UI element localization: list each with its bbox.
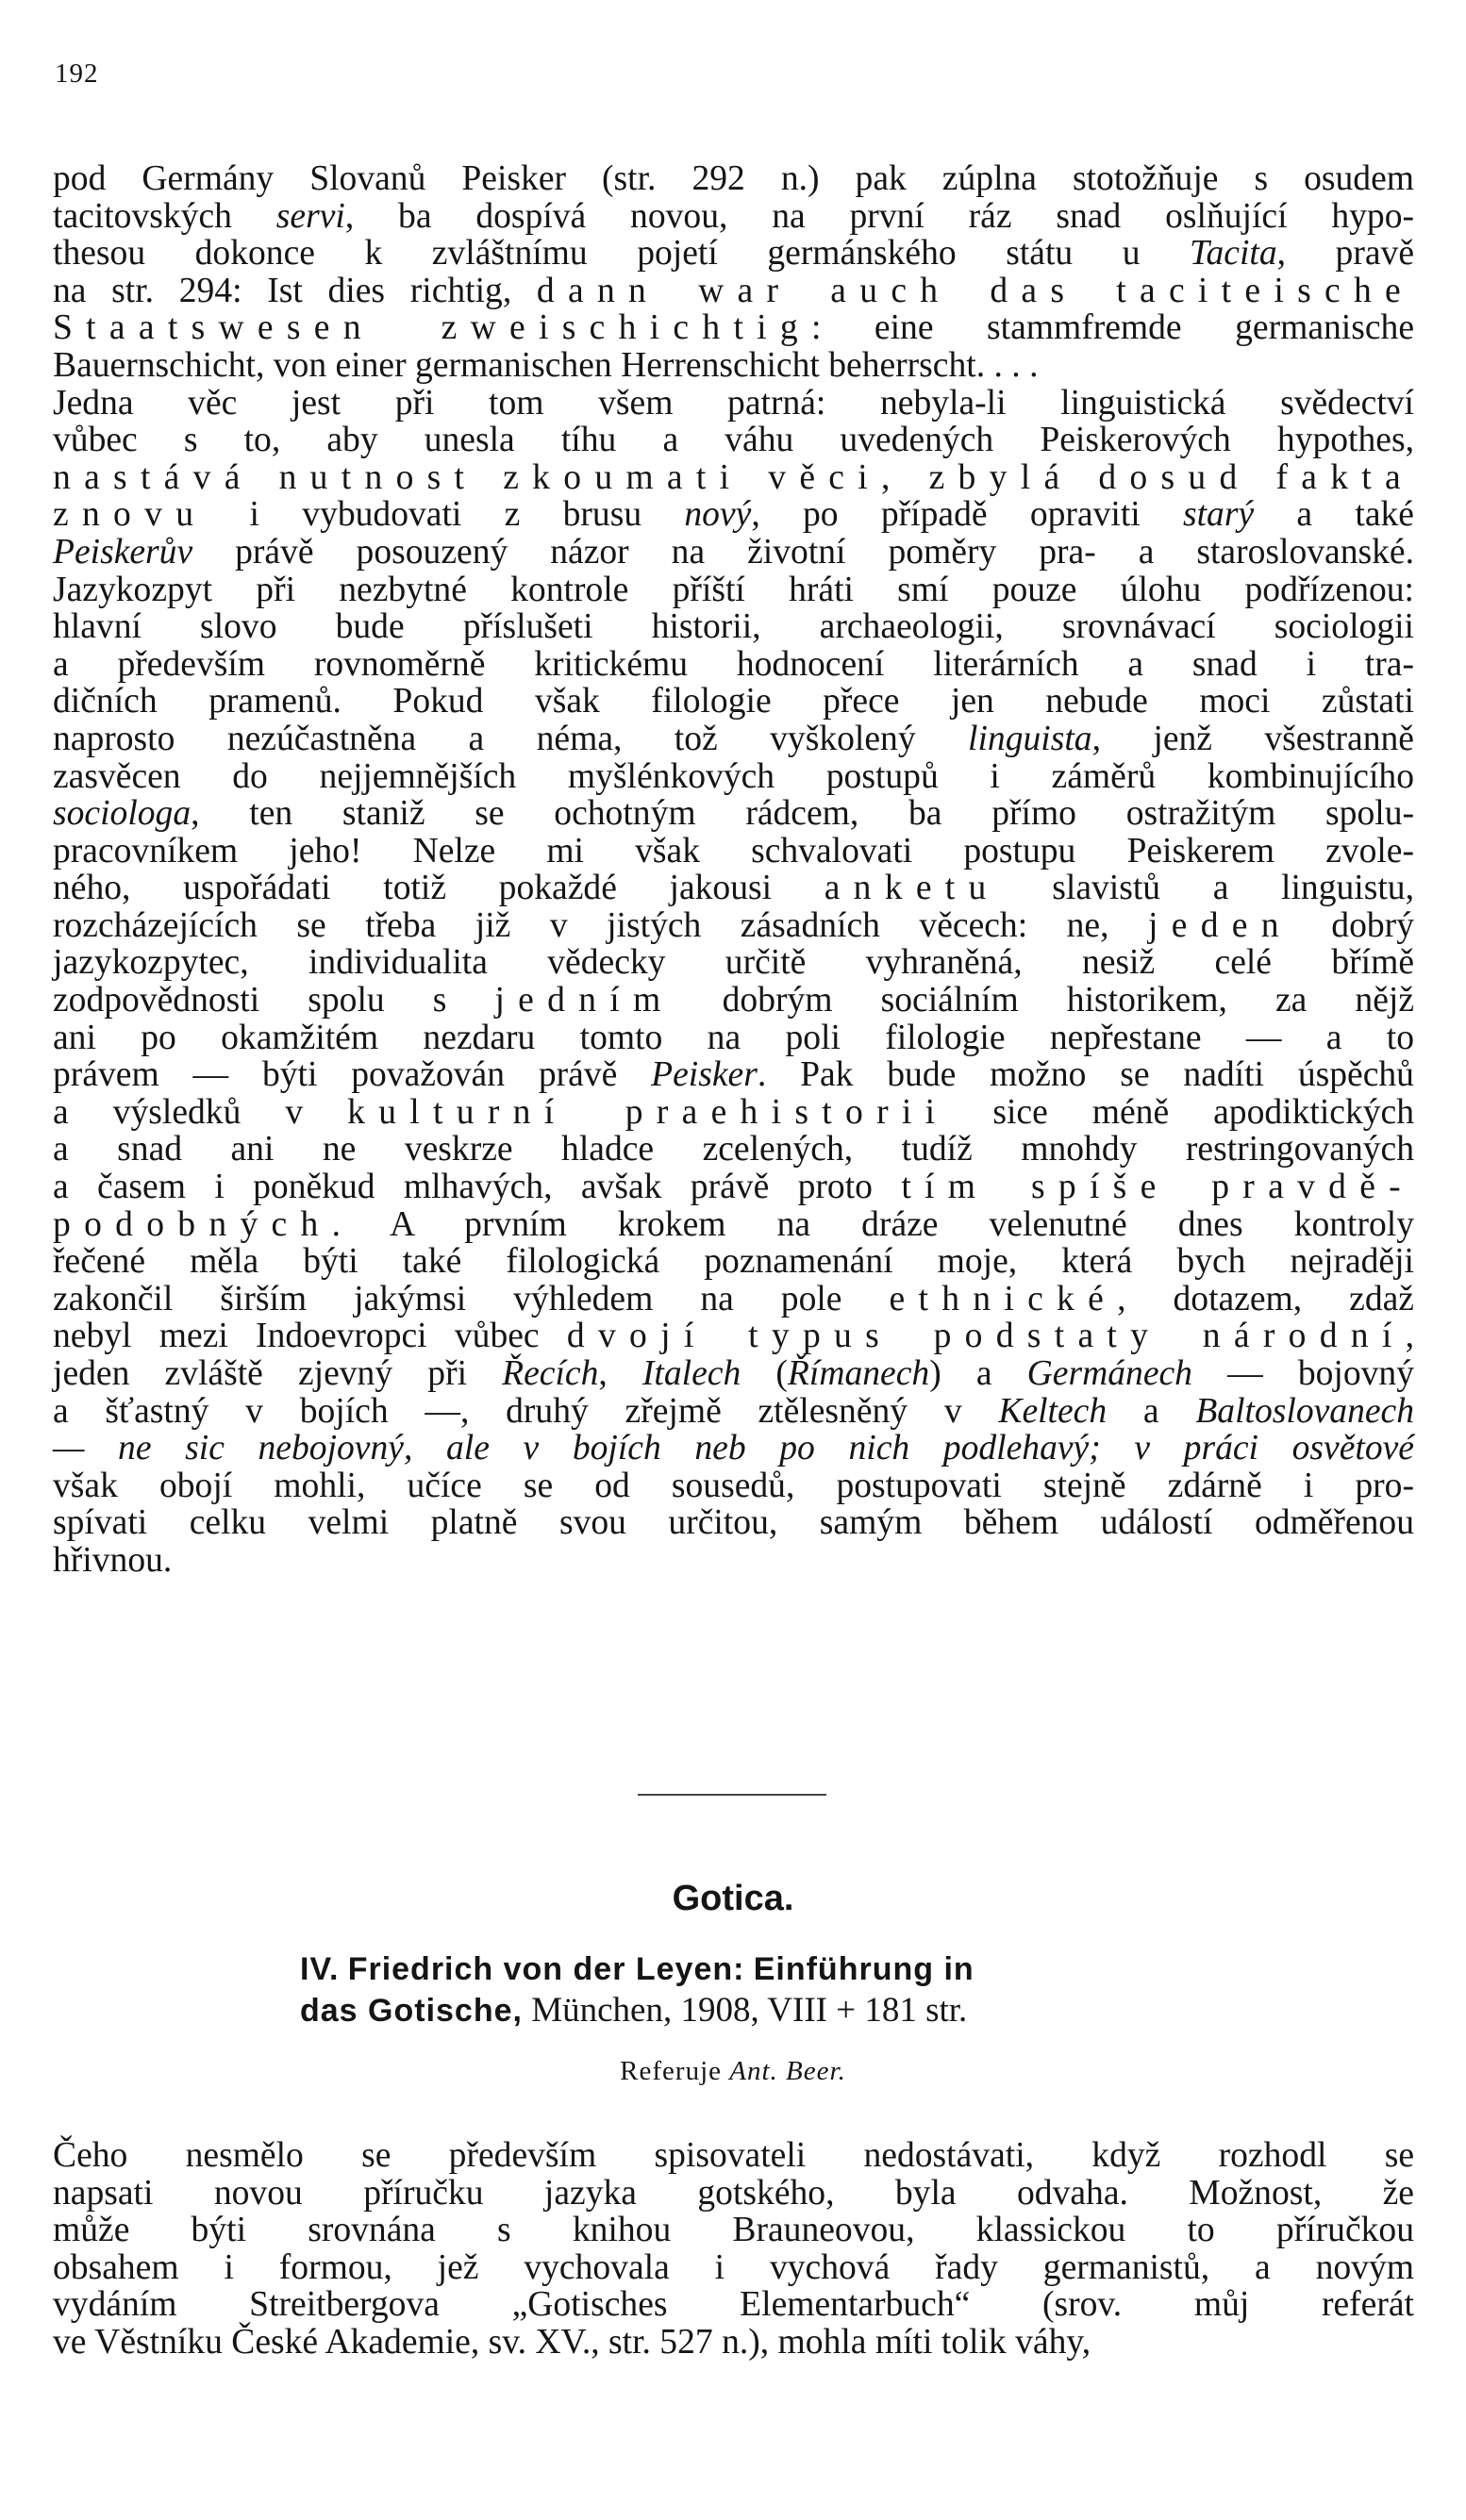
spaced-run: ethnické: [889, 1279, 1118, 1318]
italic-run: Peisker: [651, 1055, 758, 1095]
text-line: [53, 459, 1414, 497]
text-run: obsahem i formou, jež vychovala i vychová řady germanistů, a novým: [53, 2247, 1414, 2287]
text-run: (: [741, 1354, 788, 1393]
text-run: a výsledků v: [53, 1092, 348, 1132]
text-run: , po případě opraviti: [751, 495, 1183, 535]
text-line: [53, 833, 1414, 870]
text-run: zasvěcen do nejjemnějších myšlénkových postupů i záměrů kombinujícího: [53, 756, 1414, 796]
text-line: [53, 1131, 1414, 1169]
text-run: ve Věstníku České Akademie, sv. XV., str. 527 n.), mohla míti tolik váhy,: [53, 2322, 1091, 2362]
italic-run: starý: [1182, 495, 1255, 535]
review-title: [300, 1948, 1206, 2031]
review-title-line-2: [300, 1990, 1206, 2031]
text-run: Bauernschicht, von einer germanischen Herrenschicht beherrscht. . . .: [53, 345, 1039, 385]
text-line: [53, 944, 1414, 982]
spaced-run: Staatswesen zweischichtig: [53, 308, 811, 348]
spaced-run: znovu: [53, 495, 208, 535]
text-line: [53, 1542, 1414, 1580]
italic-run: linguista: [968, 719, 1092, 758]
text-run: , jenž všestranně: [1091, 719, 1414, 758]
text-run: , pravě: [1276, 234, 1414, 274]
text-run: Jazykozpyt při nezbytné kontrole příští hráti smí pouze úlohu podřízenou:: [53, 570, 1414, 609]
text-line: [53, 309, 1414, 347]
spaced-run: nastává nutnost zkoumati věci, zbylá dosud fakta: [53, 457, 1414, 497]
text-run: . Pak bude možno se nadíti úspěchů: [757, 1055, 1414, 1095]
text-run: zodpovědnosti spolu s: [53, 981, 495, 1020]
text-run: vůbec s to, aby unesla tíhu a váhu uvedených Peiskerových hypothes,: [53, 421, 1414, 460]
text-line: [53, 907, 1414, 945]
review-text-block: [53, 2137, 1414, 2362]
section-divider: [638, 1794, 826, 1796]
text-line: [53, 273, 1414, 310]
review-title-line-1: [300, 1948, 1206, 1990]
review-book-title-b: das Gotische,: [300, 1993, 523, 2029]
text-line: [53, 1467, 1414, 1505]
spaced-run: kulturní praehistorii: [347, 1092, 949, 1132]
text-run: . A prvním krokem na dráze velenutné dnes kontroly: [331, 1204, 1414, 1244]
text-run: spívati celku velmi platně svou určitou, samým během událostí odměřenou: [53, 1503, 1414, 1543]
italic-run: Peiskerův: [53, 532, 193, 572]
text-line: [53, 496, 1414, 534]
text-run: dobrým sociálním historikem, za nějž: [674, 981, 1414, 1020]
text-run: Jedna věc jest při tom všem patrná: nebyla-li linguistická svědectví: [53, 383, 1414, 423]
text-run: zakončil širším jakýmsi výhledem na pole: [53, 1279, 890, 1318]
text-run: na str. 294: Ist dies richtig,: [53, 271, 537, 310]
text-line: [53, 758, 1414, 796]
text-line: [53, 385, 1414, 423]
text-line: [53, 646, 1414, 684]
italic-run: Římanech: [787, 1354, 930, 1393]
text-line: [53, 870, 1414, 907]
text-run: jeden zvláště zjevný při: [53, 1354, 503, 1393]
text-run: — bojovný: [1191, 1354, 1414, 1393]
text-line: [53, 2137, 1414, 2175]
italic-run: — ne sic nebojovný, ale v bojích neb po nich podlehavý; v práci osvětové: [53, 1429, 1414, 1468]
text-run: ,: [598, 1354, 642, 1393]
review-number: IV.: [300, 1951, 340, 1987]
text-line: [53, 347, 1414, 385]
text-line: [53, 1056, 1414, 1094]
text-run: a: [1107, 1391, 1196, 1431]
text-run: ani po okamžitém nezdaru tomto na poli filologie nepřestane — a to: [53, 1018, 1414, 1057]
text-line: [53, 198, 1414, 236]
text-run: , ten staniž se ochotným rádcem, ba přímo ostražitým spolu-: [191, 794, 1414, 834]
italic-run: Germánech: [1026, 1354, 1192, 1393]
text-line: [53, 1206, 1414, 1244]
text-line: [53, 1430, 1414, 1467]
text-line: [53, 2286, 1414, 2324]
text-run: může býti srovnána s knihou Brauneovou, klassickou to příručkou: [53, 2211, 1414, 2250]
text-run: Čeho nesmělo se především spisovateli nedostávati, když rozhodl se: [53, 2136, 1414, 2175]
text-line: [53, 534, 1414, 572]
text-line: [53, 1504, 1414, 1542]
text-line: [53, 683, 1414, 721]
review-referee: [0, 2056, 1466, 2087]
italic-run: Baltoslovanech: [1195, 1391, 1415, 1431]
text-line: [53, 795, 1414, 833]
text-line: [53, 1020, 1414, 1057]
text-line: [53, 982, 1414, 1020]
text-line: [53, 2249, 1414, 2287]
text-run: a snad ani ne veskrze hladce zcelených, tudíž mnohdy restringovaných: [53, 1130, 1414, 1169]
text-line: [53, 1393, 1414, 1431]
review-author: Friedrich von der Leyen:: [347, 1951, 745, 1987]
text-run: i vybudovati z brusu: [207, 495, 685, 535]
italic-run: Keltech: [998, 1391, 1108, 1431]
text-run: ,: [1405, 1317, 1414, 1356]
italic-run: sociologa: [53, 794, 192, 834]
text-run: právem — býti považován právě: [53, 1055, 652, 1095]
text-run: jazykozpytec, individualita vědecky určitě vyhraněná, nesiž celé břímě: [53, 943, 1414, 983]
text-run: vydáním Streitbergova „Gotisches Elementarbuch“ (srov. můj referát: [53, 2285, 1414, 2325]
page-number: 192: [55, 58, 99, 89]
spaced-run: jeden: [1148, 905, 1292, 945]
text-run: a časem i poněkud mlhavých, avšak právě proto: [53, 1168, 902, 1207]
text-line: [53, 572, 1414, 609]
spaced-run: podobných: [53, 1204, 332, 1244]
text-run: napsati novou příručku jazyka gotského, byla odvaha. Možnost, že: [53, 2173, 1414, 2213]
text-run: řečené měla býti také filologická poznamenání moje, která bych nejraději: [53, 1242, 1414, 1282]
text-run: ) a: [929, 1354, 1027, 1393]
text-run: pod Germány Slovanů Peisker (str. 292 n.) pak zúplna stotožňuje s osudem: [53, 159, 1414, 198]
text-run: nebyl mezi Indoevropci vůbec: [53, 1317, 567, 1356]
text-line: [53, 1094, 1414, 1132]
referee-label: Referuje: [620, 2056, 723, 2086]
text-run: sice méně apodiktických: [948, 1092, 1415, 1132]
text-line: [53, 2324, 1414, 2362]
text-run: tacitovských: [53, 196, 276, 236]
text-run: thesou dokonce k zvláštnímu pojetí germánského státu u: [53, 234, 1191, 274]
italic-run: nový: [684, 495, 752, 535]
text-run: a také: [1254, 495, 1414, 535]
text-run: hřivnou.: [53, 1540, 173, 1580]
text-line: [53, 721, 1414, 758]
spaced-run: dann war auch das taciteische: [536, 271, 1415, 310]
text-run: dičních pramenů. Pokud však filologie přece jen nebude moci zůstati: [53, 682, 1414, 721]
review-book-title-a: Einführung in: [753, 1951, 975, 1987]
italic-run: Italech: [641, 1354, 741, 1393]
main-text-block: [53, 160, 1414, 1580]
text-run: dobrý: [1291, 905, 1414, 945]
text-run: rozcházejících se třeba již v jistých zásadních věcech: ne,: [53, 905, 1148, 945]
text-line: [53, 1169, 1414, 1206]
text-line: [53, 422, 1414, 459]
text-line: [53, 1281, 1414, 1318]
section-heading: Gotica.: [672, 1879, 794, 1918]
text-run: právě posouzený názor na životní poměry pra- a staroslovanské.: [192, 532, 1414, 572]
text-line: [53, 1318, 1414, 1355]
text-run: , dotazem, zdaž: [1117, 1279, 1414, 1318]
spaced-run: anketu: [824, 869, 1000, 908]
italic-run: Tacita: [1190, 234, 1277, 274]
text-run: , ba dospívá novou, na první ráz snad oslňující hypo-: [344, 196, 1415, 236]
text-line: [53, 1355, 1414, 1393]
text-line: [53, 1243, 1414, 1281]
text-run: slavistů a linguistu,: [999, 869, 1414, 908]
review-imprint: München, 1908, VIII + 181 str.: [531, 1991, 968, 2030]
text-run: hlavní slovo bude příslušeti historii, archaeologii, srovnávací sociologii: [53, 607, 1414, 647]
text-line: [53, 2212, 1414, 2249]
referee-name: Ant. Beer.: [729, 2056, 846, 2086]
text-run: naprosto nezúčastněna a néma, tož vyškolený: [53, 719, 969, 758]
text-line: [53, 160, 1414, 198]
text-line: [53, 2175, 1414, 2213]
text-run: : eine stammfremde germanische: [810, 308, 1414, 348]
text-run: však obojí mohli, učíce se od sousedů, postupovati stejně zdárně i pro-: [53, 1466, 1414, 1505]
text-run: ného, uspořádati totiž pokaždé jakousi: [53, 869, 825, 908]
text-run: pracovníkem jeho! Nelze mi však schvalovati postupu Peiskerem zvole-: [53, 831, 1414, 870]
italic-run: servi: [275, 196, 345, 236]
italic-run: Řecích: [502, 1354, 599, 1393]
spaced-run: dvojí typus podstaty národní: [566, 1317, 1406, 1356]
text-line: [53, 608, 1414, 646]
text-run: a především rovnoměrně kritickému hodnocení literárních a snad i tra-: [53, 644, 1414, 684]
text-run: a šťastný v bojích —, druhý zřejmě ztělesněný v: [53, 1391, 999, 1431]
spaced-run: tím spíše pravdě-: [901, 1168, 1414, 1207]
spaced-run: jedním: [494, 981, 675, 1020]
text-line: [53, 235, 1414, 273]
